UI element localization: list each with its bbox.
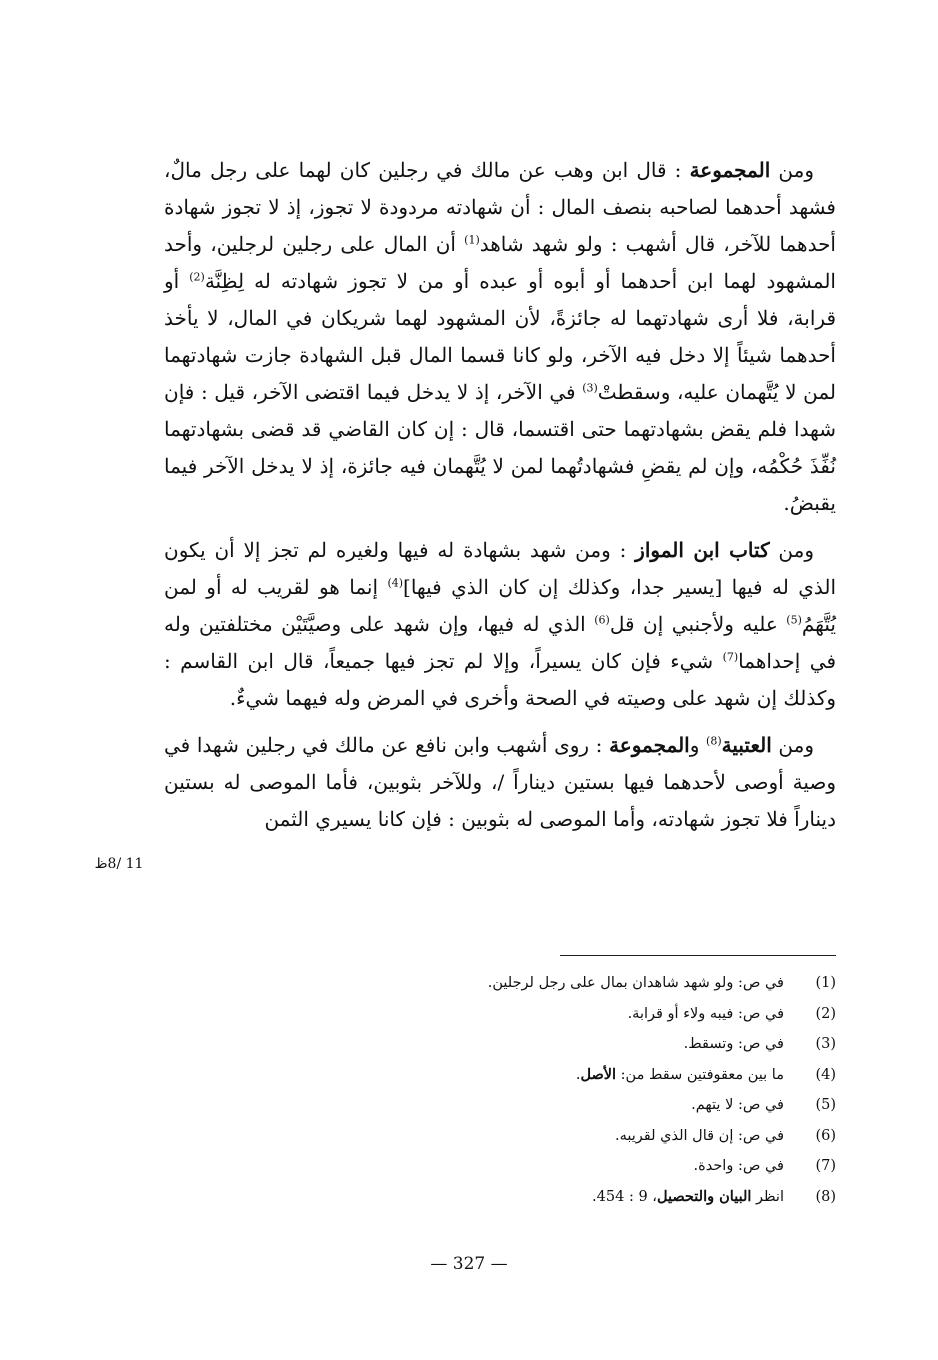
page-number: — 327 — bbox=[430, 1254, 508, 1274]
footnote bbox=[164, 968, 836, 999]
footnote bbox=[164, 1182, 836, 1213]
footnote-source-title: البيان والتحصيل bbox=[656, 1187, 752, 1205]
footnote-text bbox=[164, 1121, 784, 1152]
separator: : bbox=[666, 158, 690, 182]
footnote-text-run: ما بين معقوفتين سقط من: bbox=[616, 1066, 784, 1083]
footnote-separator bbox=[560, 955, 836, 956]
footnote-number: (4) bbox=[815, 1066, 836, 1083]
footnote-text-run: . bbox=[575, 1066, 581, 1083]
footnote bbox=[164, 999, 836, 1030]
text-run: ومن شهد بشهادة له فيها ولغيره لم تجز إلا أن يكون الذي له فيها [يسير جدا، وكذلك إن كان الذي فيها] bbox=[164, 538, 837, 599]
footnote-number: (2) bbox=[815, 1005, 836, 1022]
text-run: في الآخر، إذ لا يدخل فيما اقتضى الآخر، قيل : فإن شهدا فلم يقض بشهادتهما حتى اقتسما، قال : إن كان القاضي قد قضى بشهادتهما نُفِّذَ حُكْمُه، وإن لم يقضِ فشهادتُهما لمن لا يُتَّهمان فيه جائزة، إذ لا يدخل الآخر فيما يقبضُ. bbox=[164, 380, 836, 515]
footnote-text-run: ، 9 : 454. bbox=[592, 1188, 657, 1205]
footnote-text-run: في ص: واحدة. bbox=[693, 1158, 784, 1174]
manuscript-folio-reference: 11 /8ظ bbox=[94, 856, 144, 872]
source-title: المجموعة bbox=[609, 733, 690, 757]
footnote-text-run: في ص: إن قال الذي لقريبه. bbox=[615, 1127, 784, 1144]
separator: : bbox=[589, 733, 610, 757]
source-title: العتبية bbox=[721, 733, 772, 757]
footnote-ref: (1) bbox=[464, 233, 480, 247]
footnote-text-run: في ص: فيبه ولاء أو قرابة. bbox=[627, 1005, 784, 1022]
conjunction: و bbox=[689, 733, 707, 757]
footnote-ref: (7) bbox=[722, 650, 739, 664]
separator: : bbox=[610, 538, 636, 562]
footnote-ref: (2) bbox=[189, 270, 205, 284]
paragraph-lead: ومن bbox=[770, 158, 815, 182]
paragraph-lead: ومن bbox=[769, 538, 815, 562]
footnote-text bbox=[164, 968, 784, 999]
footnote-number: (8) bbox=[815, 1188, 836, 1205]
footnote-text bbox=[164, 1060, 784, 1091]
footnote-text-run: في ص: ولو شهد شاهدان بمال على رجل لرجلين. bbox=[487, 975, 784, 991]
footnote-ref: (3) bbox=[582, 381, 598, 395]
footnote bbox=[164, 1060, 836, 1091]
footnote-ref: (4) bbox=[387, 576, 404, 590]
paragraph-lead: ومن bbox=[771, 733, 815, 757]
footnote-source-title: الأصل bbox=[580, 1065, 617, 1083]
footnote-number: (6) bbox=[815, 1127, 836, 1144]
paragraph-2 bbox=[164, 532, 836, 717]
footnote bbox=[164, 1151, 836, 1182]
footnote bbox=[164, 1090, 836, 1121]
footnotes-list bbox=[164, 968, 836, 1212]
footnote-text bbox=[164, 1029, 784, 1060]
text-run: شيء فإن كان يسيراً، وإلا لم تجز فيها جميعاً، قال ابن القاسم : وكذلك إن شهد على وصيته في الصحة وأخرى في المرض وله فيهما شيءٌ. bbox=[164, 649, 836, 710]
footnote-text bbox=[164, 1151, 784, 1182]
paragraph-1 bbox=[164, 152, 836, 522]
footnote-text-run: في ص: لا يتهم. bbox=[691, 1097, 784, 1113]
text-run: أو قرابة، فلا أرى شهادتهما له جائزةً، لأن المشهود لهما شريكان في المال، لا يأخذ أحدهما شيئاً إلا دخل فيه الآخر، ولو كانا قسما المال قبل الشهادة جازت شهادتهما لمن لا يُتَّهمان عليه، وسقطتْ bbox=[164, 269, 836, 404]
footnote bbox=[164, 1121, 836, 1152]
footnote-ref: (8) bbox=[706, 734, 722, 748]
footnote-text-run: انظر bbox=[751, 1188, 784, 1205]
footnote-text-run: في ص: وتسقط. bbox=[683, 1036, 784, 1052]
footnote bbox=[164, 1029, 836, 1060]
text-run: إنما هو لقريب له أو لمن يُتَّهَمُ bbox=[164, 575, 836, 636]
paragraph-3 bbox=[164, 727, 836, 838]
source-title: المجموعة bbox=[689, 158, 771, 182]
footnote-number: (7) bbox=[815, 1158, 836, 1174]
footnote-text bbox=[164, 999, 784, 1030]
footnote-ref: (5) bbox=[786, 613, 802, 627]
footnote-ref: (6) bbox=[594, 613, 610, 627]
text-run: روى أشهب وابن نافع عن مالك في رجلين شهدا في وصية أوصى لأحدهما فيها بستين ديناراً /، وللآخر بثوبين، فأما الموصى له بستين ديناراً فلا تجوز شهادته، وأما الموصى له بثوبين : فإن كانا يسيري الثمن bbox=[164, 733, 836, 831]
text-run: الذي له فيها، وإن شهد على وصيَّتَيْن مختلفتين وله في إحداهما bbox=[164, 612, 837, 673]
footnote-number: (5) bbox=[815, 1097, 836, 1113]
footnote-text bbox=[164, 1182, 784, 1213]
source-title: كتاب ابن المواز bbox=[635, 538, 770, 562]
text-run: أن المال على رجلين لرجلين، وأحد المشهود لهما ابن أحدهما أو أبوه أو عبده أو من لا تجوز شهادته له لِظِنَّة bbox=[164, 232, 836, 293]
footnote-number: (3) bbox=[815, 1036, 836, 1052]
footnote-text bbox=[164, 1090, 784, 1121]
footnote-number: (1) bbox=[815, 975, 836, 991]
text-run: قال ابن وهب عن مالك في رجلين كان لهما على رجل مالٌ، فشهد أحدهما لصاحبه بنصف المال : أن شهادته مردودة لا تجوز، إذ لا تجوز شهادة أحدهما للآخر، قال أشهب : ولو شهد شاهد bbox=[164, 158, 836, 256]
main-text bbox=[164, 152, 836, 848]
text-run: عليه ولأجنبي إن قل bbox=[609, 612, 787, 636]
